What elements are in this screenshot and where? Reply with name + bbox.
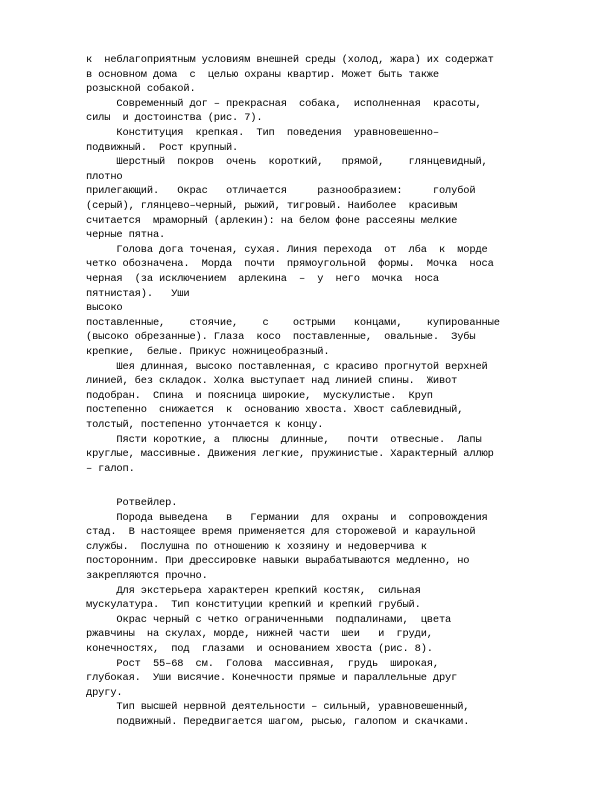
text-line: высоко xyxy=(86,302,123,315)
text-line: подвижный. Передвигается шагом, рысью, галопом и скачками. xyxy=(86,716,470,728)
text-line: Конституция крепкая. Тип поведения уравновешенно– xyxy=(86,127,439,139)
text-line: толстый, постепенно утончается к концу. xyxy=(86,419,324,431)
text-line: черная (за исключением арлекина – у него мочка носа xyxy=(86,273,439,285)
text-line: конечностях, под глазами и основанием хвоста (рис. 8). xyxy=(86,643,433,655)
text-line: Порода выведена в Германии для охраны и сопровождения xyxy=(86,511,488,524)
text-line: плотно xyxy=(86,170,123,183)
text-line: черные пятна. xyxy=(86,229,166,242)
text-line: Для экстерьера характерен крепкий костяк, сильная xyxy=(86,584,421,597)
text-line: Пясти короткие, а плюсны длинные, почти отвесные. Лапы xyxy=(86,433,482,446)
text-line: прилегающий. Окрас отличается разнообразием: голубой xyxy=(86,185,476,198)
text-line: к неблагоприятным условиям внешней среды (холод, жара) их содержат xyxy=(86,54,494,66)
text-line: крепкие, белые. Прикус ножницеобразный. xyxy=(86,346,330,358)
text-line: (высоко обрезанные). Глаза косо поставленные, овальные. Зубы xyxy=(86,331,476,344)
text-line: подвижный. Рост крупный. xyxy=(86,141,239,154)
text-line: глубокая. Уши висячие. Конечности прямые и параллельные друг xyxy=(86,672,458,685)
text-line: другу. xyxy=(86,686,123,699)
text-line: силы и достоинства (рис. 7). xyxy=(86,112,263,125)
text-line: розыскной собакой. xyxy=(86,83,196,96)
text-line: Современный дог – прекрасная собака, исполненная красоты, xyxy=(86,97,482,110)
text-line: Окрас черный с четко ограниченными подпалинами, цвета xyxy=(86,613,452,626)
text-line: – галоп. xyxy=(86,462,135,475)
text-line: закрепляются прочно. xyxy=(86,570,208,582)
text-line: постепенно снижается к основанию хвоста. Хвост саблевидный, xyxy=(86,404,464,417)
text-line: ржавчины на скулах, морде, нижней части шеи и груди, xyxy=(86,628,433,641)
text-line: в основном дома с целью охраны квартир. Может быть также xyxy=(86,68,439,81)
text-line: Шерстный покров очень короткий, прямой, глянцевидный, xyxy=(86,156,488,169)
text-line: стад. В настоящее время применяется для сторожевой и караульной xyxy=(86,526,476,539)
text-line: Голова дога точеная, сухая. Линия перехода от лба к морде xyxy=(86,243,488,256)
text-line: (серый), глянцево–черный, рыжий, тигровый. Наиболее красивым xyxy=(86,200,458,212)
section-heading: Ротвейлер. xyxy=(86,497,178,509)
text-line: четко обозначена. Морда почти прямоугольной формы. Мочка носа xyxy=(86,258,494,271)
text-line: службы. Послушна по отношению к хозяину и недоверчива к xyxy=(86,540,427,553)
text-line: подобран. Спина и поясница широкие, мускулистые. Круп xyxy=(86,389,433,402)
text-line: считается мраморный (арлекин): на белом фоне рассеяны мелкие xyxy=(86,214,458,227)
text-line: посторонним. При дрессировке навыки вырабатываются медленно, но xyxy=(86,555,470,568)
text-line: поставленные, стоячие, с острыми концами, купированные xyxy=(86,316,500,329)
text-line: Рост 55–68 см. Голова массивная, грудь широкая, xyxy=(86,657,439,670)
text-line: пятнистая). Уши xyxy=(86,287,190,300)
text-line: Шея длинная, высоко поставленная, с красиво прогнутой верхней xyxy=(86,360,488,373)
text-line: мускулатура. Тип конституции крепкий и крепкий грубый. xyxy=(86,599,421,612)
text-line: Тип высшей нервной деятельности – сильный, уравновешенный, xyxy=(86,701,470,714)
text-line: линией, без складок. Холка выступает над линией спины. Живот xyxy=(86,375,458,388)
text-line: круглые, массивные. Движения легкие, пружинистые. Характерный аллюр xyxy=(86,448,494,461)
